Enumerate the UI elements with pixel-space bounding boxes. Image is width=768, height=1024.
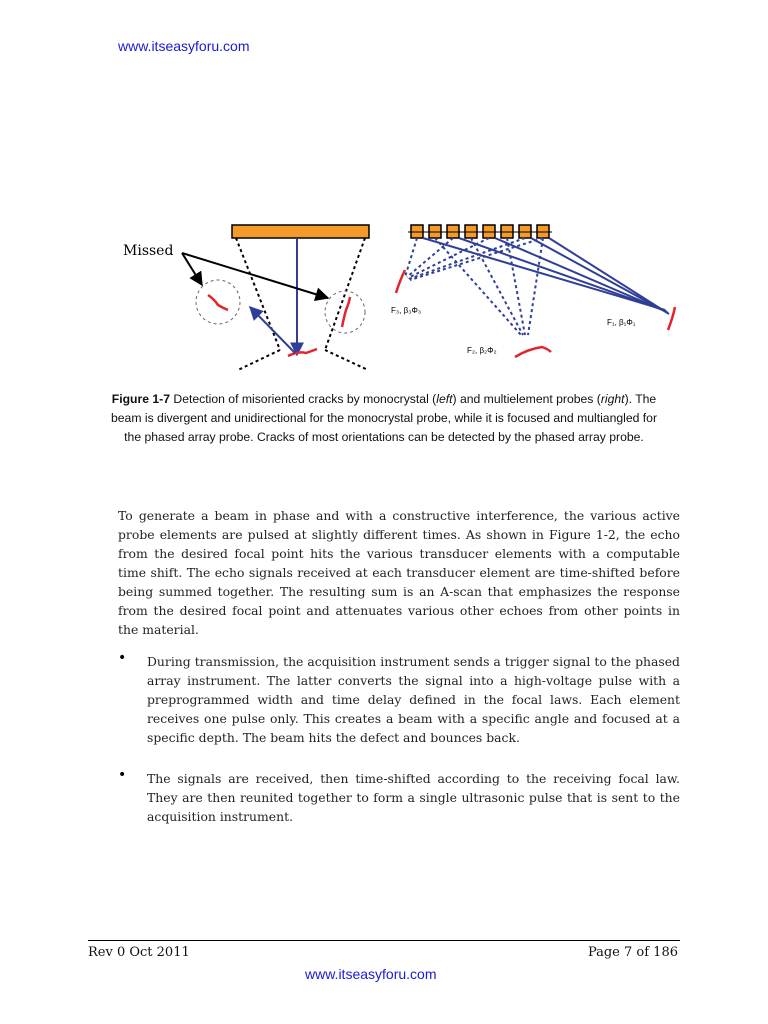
focal-label-f1: F₁, β₁Φ₁ — [607, 318, 636, 327]
beam-boundary-right-lower — [325, 350, 368, 370]
bullet-marker: • — [118, 650, 127, 666]
page-number: Page 7 of 186 — [587, 945, 678, 960]
focal-beams-f1 — [423, 238, 669, 314]
figure-caption: Figure 1-7 Detection of misoriented cracks by monocrystal (left) and multielement probes (right). The beam is divergent and unidirectional for the monocrystal probe, while it is focused and multiangled for the phased array probe. Cracks of most orientations can be detected by the phased array probe. — [110, 392, 658, 444]
crack-f3 — [396, 270, 405, 293]
list-item: The signals are received, then time-shifted according to the receiving focal law. They are then reunited together to form a single ultrasonic pulse that is sent to the acquisition instrument. — [147, 771, 680, 824]
footer-divider — [88, 940, 680, 941]
crack-f1 — [668, 307, 675, 330]
list-item: During transmission, the acquisition instrument sends a trigger signal to the phased array instrument. The latter converts the signal into a high-voltage pulse with a preprogrammed width and time delay defined in the focal laws. Each element receives one pulse only. This creates a beam with a specific angle and focused at a specific depth. The beam hits the defect and bounces back. — [147, 654, 680, 745]
footer-link[interactable]: www.itseasyforu.com — [305, 966, 437, 982]
mono-reflection — [250, 307, 295, 353]
missed-arrow-2 — [182, 253, 328, 298]
header-link[interactable]: www.itseasyforu.com — [118, 38, 250, 54]
revision-label: Rev 0 Oct 2011 — [88, 945, 190, 960]
beam-boundary-left — [236, 238, 280, 350]
missed-crack-circle-left — [196, 280, 240, 324]
focal-label-f2: F₂, β₂Φ₂ — [467, 346, 497, 355]
missed-crack-left — [208, 295, 228, 310]
beam-boundary-left-lower — [238, 350, 280, 370]
crack-f2 — [515, 347, 551, 357]
phased-array-probe — [408, 225, 552, 238]
caption-label: Figure 1-7 — [111, 392, 171, 406]
bullet-marker: • — [118, 767, 127, 783]
body-paragraph: To generate a beam in phase and with a constructive interference, the various active probe elements are pulsed at slightly different times. As shown in Figure 1-2, the echo from the desired focal point hits the various transducer elements with a computable time shift. The echo signals received at each transducer element are time-shifted before being summed together. The resulting sum is an A-scan that emphasizes the response from the desired focal point and attenuates various other echoes from other points in the material. — [118, 508, 680, 637]
missed-label: Missed — [123, 243, 174, 259]
focal-label-f3: F₃, β₃Φ₃ — [391, 306, 422, 315]
crack-detection-figure — [110, 215, 680, 375]
monocrystal-probe — [232, 225, 369, 238]
